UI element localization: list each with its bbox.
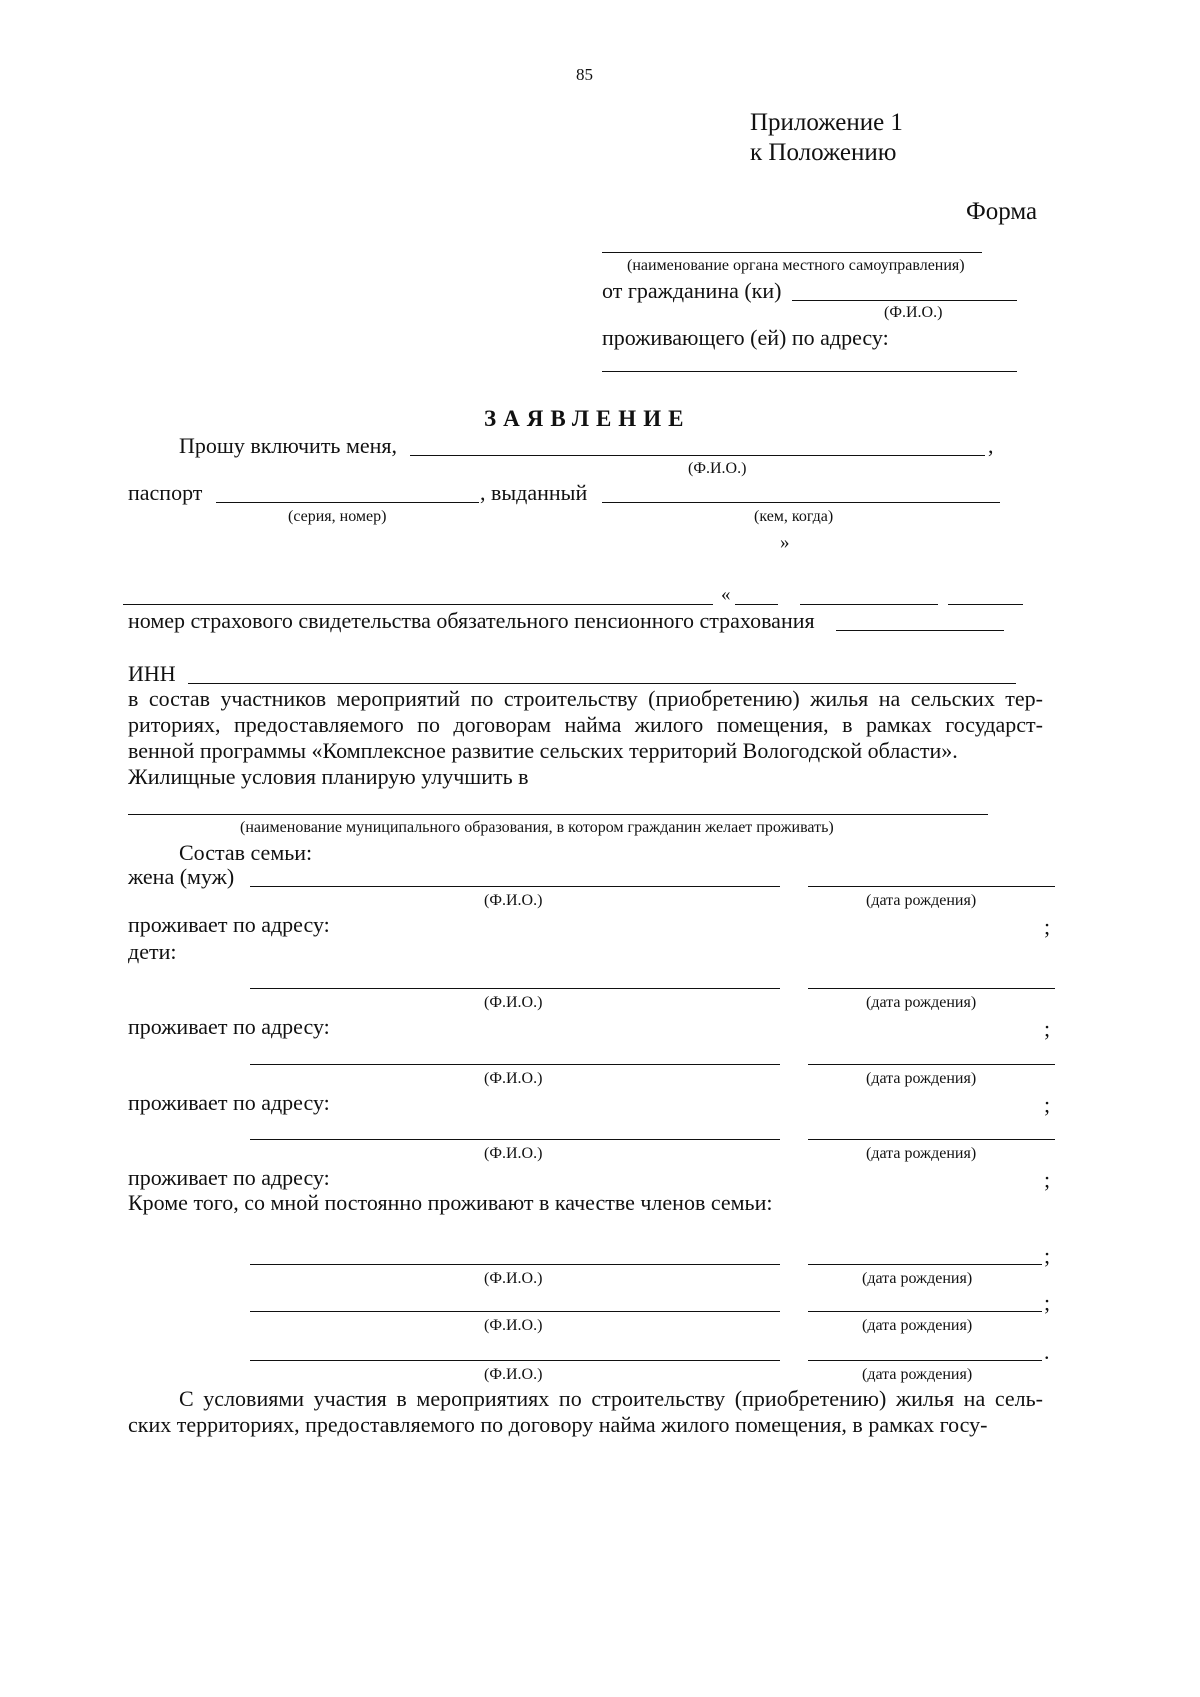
conditions-paragraph: С условиями участия в мероприятиях по строительству (приобретению) жилья на сель- ских территориях, предоставляемого по договору найма жилого помещения, в рамках госу- (128, 1386, 1043, 1437)
quote-close: » (780, 532, 790, 553)
spouse-address-label: проживает по адресу: (128, 912, 330, 937)
snils-label: номер страхового свидетельства обязательного пенсионного страхования (128, 608, 815, 633)
comma: , (988, 433, 994, 458)
member-birth-line[interactable] (808, 1360, 1042, 1361)
child-birth-line[interactable] (808, 1064, 1055, 1065)
residing-address-label: проживающего (ей) по адресу: (602, 325, 889, 350)
authority-name-hint: (наименование органа местного самоуправления) (627, 257, 965, 274)
passport-series-hint: (серия, номер) (288, 508, 387, 525)
municipality-hint: (наименование муниципального образования, в котором гражданин желает проживать) (240, 819, 834, 836)
member-fio-hint: (Ф.И.О.) (484, 1366, 543, 1383)
inn-number-line[interactable] (188, 683, 1016, 684)
applicant-fio-line[interactable] (410, 455, 985, 456)
member-fio-line[interactable] (250, 1360, 780, 1361)
member-birth-hint: (дата рождения) (862, 1366, 973, 1383)
issued-label: , выданный (480, 480, 588, 505)
spouse-birth-line[interactable] (808, 886, 1055, 887)
appendix-subtitle: к Положению (750, 139, 897, 166)
child-birth-line[interactable] (808, 1139, 1055, 1140)
period: . (1044, 1339, 1050, 1364)
passport-issued-hint: (кем, когда) (754, 508, 834, 525)
also-living-label: Кроме того, со мной постоянно проживают в качестве членов семьи: (128, 1190, 773, 1215)
member-fio-line[interactable] (250, 1311, 780, 1312)
spouse-fio-line[interactable] (250, 886, 780, 887)
document-title: ЗАЯВЛЕНИЕ (484, 406, 691, 431)
child-birth-hint: (дата рождения) (866, 1070, 977, 1087)
citizen-address-line[interactable] (602, 371, 1017, 372)
authority-name-line[interactable] (602, 252, 982, 253)
spouse-birth-hint: (дата рождения) (866, 892, 977, 909)
child-birth-line[interactable] (808, 988, 1055, 989)
spouse-label: жена (муж) (128, 864, 235, 889)
issue-year-line[interactable] (948, 604, 1023, 605)
semicolon: ; (1044, 1016, 1051, 1041)
issued-continued-line[interactable] (123, 604, 713, 605)
issue-month-line[interactable] (800, 604, 938, 605)
child-address-label: проживает по адресу: (128, 1090, 330, 1115)
child-birth-hint: (дата рождения) (866, 1145, 977, 1162)
child-fio-hint: (Ф.И.О.) (484, 994, 543, 1011)
member-fio-hint: (Ф.И.О.) (484, 1270, 543, 1287)
program-paragraph: в состав участников мероприятий по строительству (приобретению) жилья на сельских тер- риториях, предоставляемого по договорам найма жилого помещения, в рамках государст- венной программы «Комплексное развитие сельских территорий Вологодской области». (128, 686, 1043, 763)
child-address-label: проживает по адресу: (128, 1165, 330, 1190)
snils-number-line[interactable] (836, 630, 1004, 631)
semicolon: ; (1044, 1167, 1051, 1192)
member-fio-line[interactable] (250, 1264, 780, 1265)
member-fio-hint: (Ф.И.О.) (484, 1317, 543, 1334)
member-birth-line[interactable] (808, 1264, 1042, 1265)
child-birth-hint: (дата рождения) (866, 994, 977, 1011)
child-address-label: проживает по адресу: (128, 1014, 330, 1039)
child-fio-line[interactable] (250, 1064, 780, 1065)
from-citizen-label: от гражданина (ки) (602, 278, 782, 303)
issue-day-line[interactable] (735, 604, 778, 605)
member-birth-hint: (дата рождения) (862, 1317, 973, 1334)
inn-label: ИНН (128, 661, 176, 686)
citizen-fio-line[interactable] (792, 300, 1017, 301)
quote-open: « (721, 584, 731, 605)
form-label: Форма (966, 198, 1038, 225)
member-birth-hint: (дата рождения) (862, 1270, 973, 1287)
passport-number-line[interactable] (216, 502, 479, 503)
semicolon: ; (1044, 1092, 1051, 1117)
applicant-fio-hint: (Ф.И.О.) (688, 460, 747, 477)
municipality-line[interactable] (128, 814, 988, 815)
child-fio-line[interactable] (250, 1139, 780, 1140)
passport-issued-line[interactable] (602, 502, 1000, 503)
children-label: дети: (128, 939, 177, 964)
spouse-fio-hint: (Ф.И.О.) (484, 892, 543, 909)
child-fio-hint: (Ф.И.О.) (484, 1145, 543, 1162)
family-heading: Состав семьи: (179, 840, 313, 865)
citizen-fio-hint: (Ф.И.О.) (884, 304, 943, 321)
child-fio-hint: (Ф.И.О.) (484, 1070, 543, 1087)
member-birth-line[interactable] (808, 1311, 1042, 1312)
passport-label: паспорт (128, 480, 203, 505)
page-number: 85 (576, 65, 593, 84)
appendix-title: Приложение 1 (750, 109, 903, 136)
child-fio-line[interactable] (250, 988, 780, 989)
semicolon: ; (1044, 914, 1051, 939)
include-me-label: Прошу включить меня, (179, 433, 398, 458)
semicolon: ; (1044, 1243, 1051, 1268)
housing-improve-label: Жилищные условия планирую улучшить в (128, 764, 529, 789)
semicolon: ; (1044, 1290, 1051, 1315)
